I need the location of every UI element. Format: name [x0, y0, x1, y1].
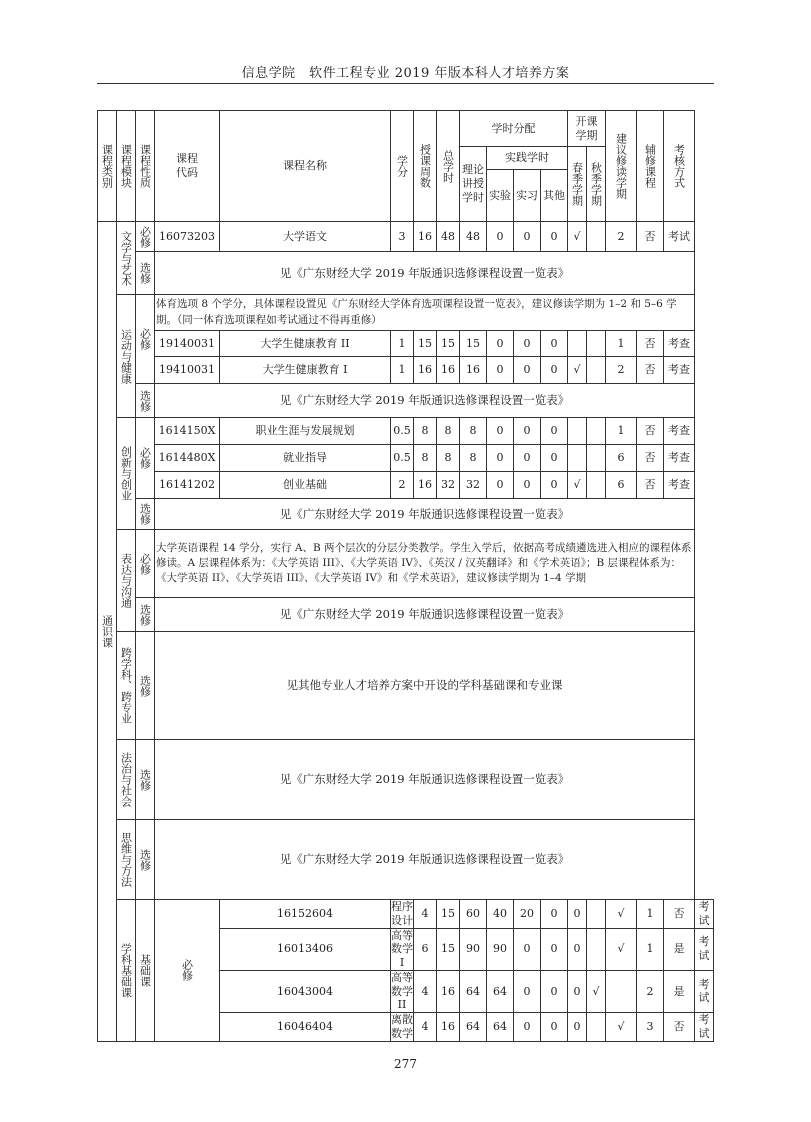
page-number: 277	[394, 1057, 417, 1071]
module-law: 法治与社会	[117, 740, 136, 820]
course-total: 8	[437, 418, 460, 445]
course-exam: 考试	[695, 1013, 714, 1042]
course-suggest: 2	[606, 222, 637, 252]
course-internship: 0	[514, 331, 541, 357]
course-other: 0	[541, 472, 568, 499]
course-suggest: 1	[637, 928, 664, 970]
course-name: 创业基础	[220, 472, 391, 499]
course-credit: 4	[414, 900, 437, 929]
see-catalog-note: 见《广东财经大学 2019 年版通识选修课程设置一览表》	[155, 820, 695, 900]
course-experiment: 0	[487, 357, 514, 384]
table-row	[98, 357, 714, 384]
course-exam: 考试	[664, 222, 695, 252]
course-weeks: 16	[414, 357, 437, 384]
course-suggest: 3	[637, 1013, 664, 1042]
course-spring	[587, 928, 606, 970]
course-total: 64	[460, 970, 487, 1012]
course-credit: 0.5	[391, 445, 414, 472]
module-sports: 运动与健康	[117, 295, 136, 418]
nature-required: 必修	[136, 530, 155, 598]
col-code: 课程代码	[155, 111, 220, 222]
course-internship: 0	[514, 472, 541, 499]
course-code: 1614150X	[155, 418, 220, 445]
nature-elective: 选修	[136, 632, 155, 740]
course-spring	[587, 1013, 606, 1042]
col-spring: 春季学期	[568, 147, 587, 222]
nature-elective: 选修	[136, 820, 155, 900]
course-code: 16152604	[220, 900, 391, 929]
course-exam: 考查	[664, 357, 695, 384]
col-category: 课程类别	[98, 111, 117, 222]
course-theory: 32	[460, 472, 487, 499]
course-credit: 6	[414, 928, 437, 970]
course-code: 16043004	[220, 970, 391, 1012]
course-credit: 4	[414, 970, 437, 1012]
course-internship: 0	[514, 357, 541, 384]
header-rule	[97, 83, 714, 84]
course-name: 大学生健康教育 II	[220, 331, 391, 357]
course-other: 0	[541, 331, 568, 357]
table-row	[98, 900, 714, 929]
course-autumn	[587, 418, 606, 445]
course-other: 0	[568, 1013, 587, 1042]
course-minor: 否	[637, 331, 664, 357]
nature-required: 必修	[155, 900, 220, 1042]
table-row	[98, 820, 714, 900]
header-row-1	[98, 111, 714, 147]
course-theory: 8	[460, 445, 487, 472]
table-row	[98, 740, 714, 820]
course-weeks: 15	[414, 331, 437, 357]
nature-elective: 选修	[136, 252, 155, 295]
course-theory: 48	[460, 222, 487, 252]
col-exam: 考核方式	[664, 111, 695, 222]
course-spring: √	[568, 472, 587, 499]
course-weeks: 16	[437, 970, 460, 1012]
course-minor: 否	[637, 445, 664, 472]
course-experiment: 0	[514, 928, 541, 970]
course-code: 1614480X	[155, 445, 220, 472]
course-exam: 考查	[664, 418, 695, 445]
course-experiment: 0	[487, 445, 514, 472]
course-total: 32	[437, 472, 460, 499]
course-minor: 是	[664, 928, 695, 970]
course-autumn: √	[606, 1013, 637, 1042]
nature-required: 必修	[136, 418, 155, 499]
table-row	[98, 632, 714, 740]
nature-elective: 选修	[136, 499, 155, 530]
course-autumn	[606, 970, 637, 1012]
course-autumn	[587, 222, 606, 252]
course-minor: 否	[664, 900, 695, 929]
course-internship: 0	[541, 970, 568, 1012]
course-name: 职业生涯与发展规划	[220, 418, 391, 445]
course-total: 64	[460, 1013, 487, 1042]
module-innovation: 创新与创业	[117, 418, 136, 530]
module-expression: 表达与沟通	[117, 530, 136, 632]
course-minor: 否	[637, 472, 664, 499]
table-row	[98, 445, 714, 472]
table-row	[98, 252, 714, 295]
course-spring	[587, 900, 606, 929]
course-suggest: 6	[606, 472, 637, 499]
course-other: 0	[568, 928, 587, 970]
col-suggest: 建议修读学期	[606, 111, 637, 222]
course-other: 0	[541, 445, 568, 472]
course-spring: √	[568, 222, 587, 252]
course-code: 16013406	[220, 928, 391, 970]
course-theory: 15	[460, 331, 487, 357]
table-row	[98, 222, 714, 252]
course-suggest: 2	[637, 970, 664, 1012]
course-credit: 1	[391, 331, 414, 357]
course-exam: 考试	[695, 928, 714, 970]
cross-discipline-note: 见其他专业人才培养方案中开设的学科基础课和专业课	[155, 632, 695, 740]
course-theory: 40	[487, 900, 514, 929]
nature-elective: 选修	[136, 598, 155, 632]
col-hours-distribution: 学时分配	[460, 111, 568, 147]
module-basic: 基础课	[136, 900, 155, 1042]
course-suggest: 1	[637, 900, 664, 929]
module-literature: 文学与艺术	[117, 222, 136, 295]
course-spring	[568, 331, 587, 357]
course-minor: 否	[637, 222, 664, 252]
course-exam: 考查	[664, 472, 695, 499]
course-experiment: 0	[487, 472, 514, 499]
course-code: 16073203	[155, 222, 220, 252]
module-cross: 跨学科、跨专业	[117, 632, 136, 740]
sports-note: 体育选项 8 个学分，具体课程设置见《广东财经大学体育选项课程设置一览表》，建议修读学期为 1–2 和 5–6 学期。（同一体育选项课程如考试通过不得再重修）	[155, 295, 695, 331]
group-general: 通识课	[98, 222, 117, 1042]
course-other: 0	[541, 418, 568, 445]
see-catalog-note: 见《广东财经大学 2019 年版通识选修课程设置一览表》	[155, 740, 695, 820]
course-suggest: 1	[606, 331, 637, 357]
col-credit: 学分	[391, 111, 414, 222]
course-weeks: 16	[437, 1013, 460, 1042]
course-weeks: 8	[414, 445, 437, 472]
group-discipline: 学科基础课	[117, 900, 136, 1042]
course-suggest: 2	[606, 357, 637, 384]
course-exam: 考试	[695, 970, 714, 1012]
course-spring: √	[568, 357, 587, 384]
see-catalog-note: 见《广东财经大学 2019 年版通识选修课程设置一览表》	[155, 598, 695, 632]
course-weeks: 8	[414, 418, 437, 445]
table-row	[98, 418, 714, 445]
table-row	[98, 295, 714, 331]
course-experiment: 0	[487, 418, 514, 445]
course-name: 离散数学	[391, 1013, 413, 1040]
course-autumn	[587, 357, 606, 384]
course-autumn: √	[606, 900, 637, 929]
course-minor: 否	[637, 418, 664, 445]
course-credit: 0.5	[391, 418, 414, 445]
course-name: 高等数学 I	[391, 928, 413, 969]
course-credit: 3	[391, 222, 414, 252]
table-row	[98, 499, 714, 530]
course-credit: 4	[414, 1013, 437, 1042]
col-autumn: 秋季学期	[587, 147, 606, 222]
course-suggest: 1	[606, 418, 637, 445]
course-experiment: 0	[487, 222, 514, 252]
nature-elective: 选修	[136, 384, 155, 418]
col-practice: 实践学时	[487, 147, 568, 170]
course-name: 大学语文	[220, 222, 391, 252]
course-theory: 64	[487, 970, 514, 1012]
course-total: 90	[460, 928, 487, 970]
page-header: 信息学院 软件工程专业 2019 年版本科人才培养方案	[241, 66, 570, 81]
course-exam: 考试	[695, 900, 714, 929]
course-code: 19410031	[155, 357, 220, 384]
course-other: 0	[568, 900, 587, 929]
course-weeks: 15	[437, 900, 460, 929]
col-internship: 实习	[514, 170, 541, 222]
course-code: 19140031	[155, 331, 220, 357]
course-experiment: 0	[514, 1013, 541, 1042]
course-internship: 0	[541, 928, 568, 970]
col-name: 课程名称	[220, 111, 391, 222]
course-minor: 是	[664, 970, 695, 1012]
curriculum-table	[97, 110, 714, 1042]
col-weeks: 授课周数	[414, 111, 437, 222]
course-minor: 否	[664, 1013, 695, 1042]
course-autumn	[587, 472, 606, 499]
english-note: 大学英语课程 14 学分，实行 A、B 两个层次的分层分类教学。学生入学后，依据高考成绩遴选进入相应的课程体系修读。A 层课程体系为：《大学英语 III》、《大学英语 IV》、《英汉 / 汉英翻译》和《学术英语》；B 层课程体系为：《大学英语 II》、《大学英语 III》、《大学英语 IV》和《学术英语》，建议修读学期为 1–4 学期	[155, 530, 695, 598]
table-row	[98, 530, 714, 598]
col-semester-group: 开课学期	[568, 111, 606, 147]
course-weeks: 16	[414, 472, 437, 499]
col-minor: 辅修课程	[637, 111, 664, 222]
course-credit: 2	[391, 472, 414, 499]
see-catalog-note: 见《广东财经大学 2019 年版通识选修课程设置一览表》	[155, 384, 695, 418]
course-spring	[568, 445, 587, 472]
course-experiment: 0	[487, 331, 514, 357]
course-autumn	[587, 445, 606, 472]
course-internship: 0	[514, 445, 541, 472]
nature-required: 必修	[136, 295, 155, 384]
course-code: 16141202	[155, 472, 220, 499]
module-thinking: 思维与方法	[117, 820, 136, 900]
nature-required: 必修	[136, 222, 155, 252]
course-name: 程序设计	[391, 900, 413, 927]
course-weeks: 15	[437, 928, 460, 970]
course-weeks: 16	[414, 222, 437, 252]
course-minor: 否	[637, 357, 664, 384]
course-name: 大学生健康教育 I	[220, 357, 391, 384]
col-module: 课程模块	[117, 111, 136, 222]
course-autumn	[587, 331, 606, 357]
course-total: 15	[437, 331, 460, 357]
course-name: 就业指导	[220, 445, 391, 472]
course-experiment: 0	[514, 970, 541, 1012]
see-catalog-note: 见《广东财经大学 2019 年版通识选修课程设置一览表》	[155, 252, 695, 295]
course-internship: 0	[514, 418, 541, 445]
course-theory: 8	[460, 418, 487, 445]
course-internship: 0	[514, 222, 541, 252]
table-row	[98, 384, 714, 418]
course-internship: 0	[541, 900, 568, 929]
course-total: 48	[437, 222, 460, 252]
col-nature: 课程性质	[136, 111, 155, 222]
course-theory: 64	[487, 1013, 514, 1042]
col-other: 其他	[541, 170, 568, 222]
course-code: 16046404	[220, 1013, 391, 1042]
course-credit: 1	[391, 357, 414, 384]
course-experiment: 20	[514, 900, 541, 929]
course-spring	[568, 418, 587, 445]
course-suggest: 6	[606, 445, 637, 472]
col-theory: 理论讲授学时	[460, 147, 487, 222]
course-name: 高等数学 II	[391, 970, 413, 1012]
course-internship: 0	[541, 1013, 568, 1042]
course-spring: √	[587, 970, 606, 1012]
course-total: 60	[460, 900, 487, 929]
course-exam: 考查	[664, 445, 695, 472]
see-catalog-note: 见《广东财经大学 2019 年版通识选修课程设置一览表》	[155, 499, 695, 530]
col-experiment: 实验	[487, 170, 514, 222]
nature-elective: 选修	[136, 740, 155, 820]
course-theory: 90	[487, 928, 514, 970]
table-row	[98, 598, 714, 632]
table-row	[98, 472, 714, 499]
course-total: 8	[437, 445, 460, 472]
course-other: 0	[541, 222, 568, 252]
course-other: 0	[568, 970, 587, 1012]
course-theory: 16	[460, 357, 487, 384]
course-total: 16	[437, 357, 460, 384]
course-autumn: √	[606, 928, 637, 970]
table-row	[98, 331, 714, 357]
col-total-hours: 总学时	[437, 111, 460, 222]
course-other: 0	[541, 357, 568, 384]
course-exam: 考查	[664, 331, 695, 357]
